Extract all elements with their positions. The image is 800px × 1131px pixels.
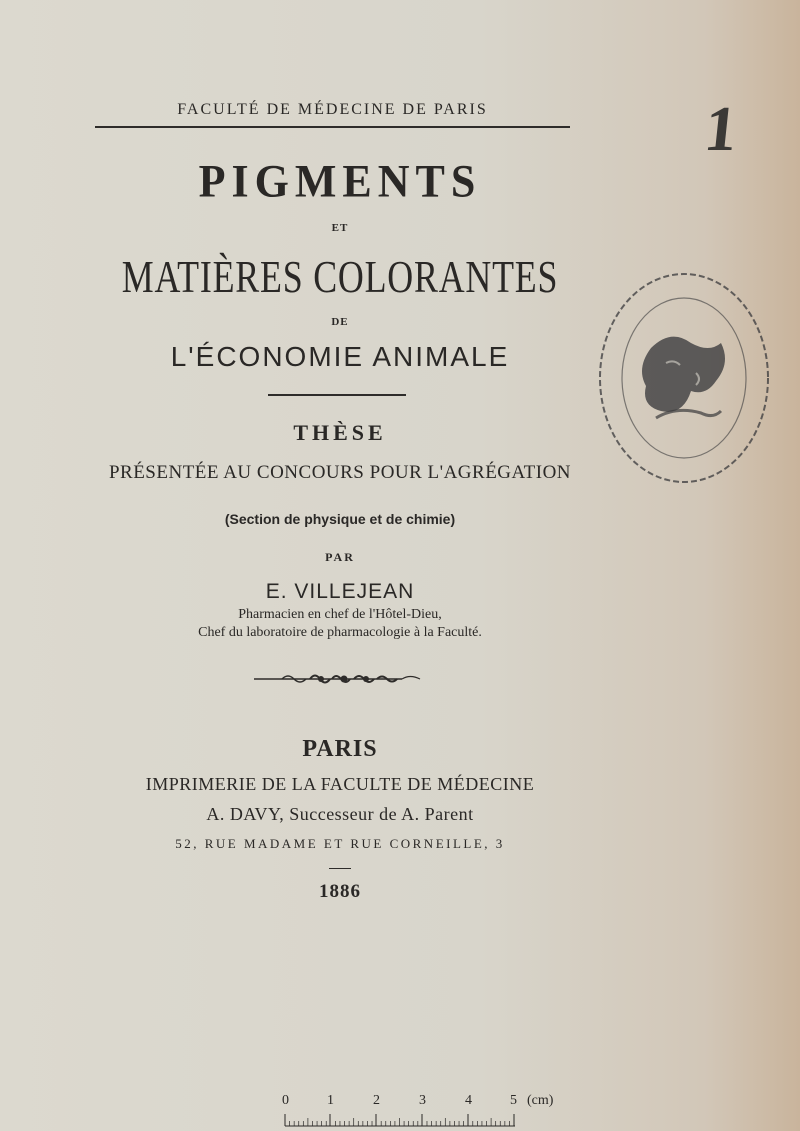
imprint-address: 52, RUE MADAME ET RUE CORNEILLE, 3	[175, 836, 505, 851]
imprint-year: 1886	[319, 881, 361, 902]
title-connector-et: ET	[331, 222, 349, 234]
scale-label-2: 2	[373, 1093, 380, 1108]
thesis-presented: PRÉSENTÉE AU CONCOURS POUR L'AGRÉGATION	[108, 462, 572, 483]
title-connector-de: DE	[331, 316, 349, 328]
author-name: E. VILLEJEAN	[265, 580, 415, 603]
year-rule	[329, 868, 351, 869]
imprint-city: PARIS	[302, 736, 378, 762]
thesis-heading: THÈSE	[293, 420, 387, 445]
library-stamp-icon	[596, 268, 772, 488]
header-rule	[95, 126, 570, 128]
scale-label-5: 5	[510, 1093, 517, 1108]
title-line-3: L'ÉCONOMIE ANIMALE	[170, 341, 510, 372]
scale-unit: (cm)	[527, 1093, 554, 1108]
imprint-publisher: A. DAVY, Successeur de A. Parent	[206, 804, 474, 824]
imprint-printer: IMPRIMERIE DE LA FACULTE DE MÉDECINE	[145, 774, 535, 794]
title-rule	[268, 394, 406, 396]
faculty-header: FACULTÉ DE MÉDECINE DE PARIS	[177, 101, 488, 118]
title-line-1: PIGMENTS	[198, 155, 482, 208]
scale-label-0: 0	[282, 1093, 289, 1108]
title-line-2: MATIÈRES COLORANTES	[121, 251, 559, 302]
scale-label-4: 4	[465, 1093, 472, 1108]
thesis-section: (Section de physique et de chimie)	[224, 511, 456, 527]
author-position-2: Chef du laboratoire de pharmacologie à la Faculté.	[198, 625, 482, 640]
scale-label-3: 3	[419, 1093, 426, 1108]
author-position-1: Pharmacien en chef de l'Hôtel-Dieu,	[238, 607, 442, 622]
scale-label-1: 1	[327, 1093, 334, 1108]
thesis-by: PAR	[325, 550, 355, 564]
fleuron-ornament	[252, 670, 424, 688]
sheet-number: 1	[701, 93, 741, 164]
